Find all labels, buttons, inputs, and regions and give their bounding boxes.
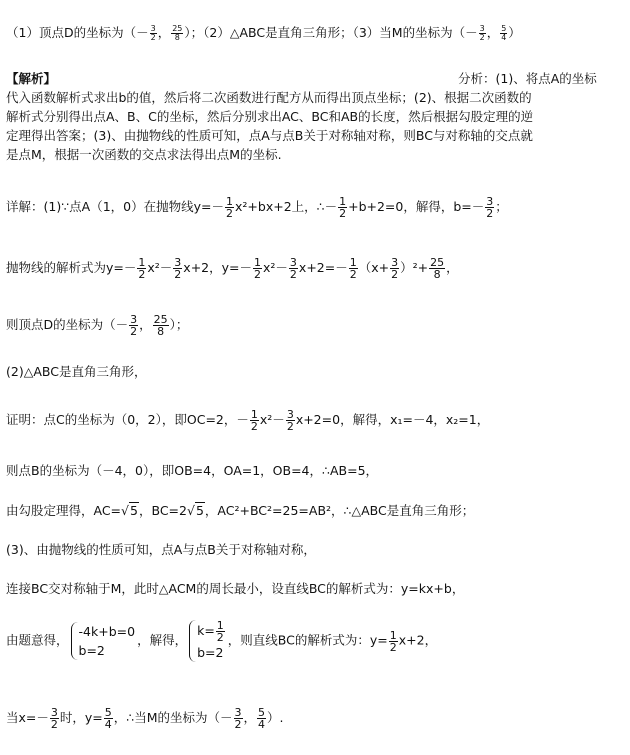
answer-text: （1）顶点D的坐标为（－ <box>6 25 149 40</box>
solution-line-10: 由题意得， -4k+b=0 b=2 ，解得， k= $\frac{1}{2}$ b=2 ，则直线BC的解析式为：y= $\frac{1}{2}$ x+2， <box>6 619 438 660</box>
analysis-line-2: 解析式分别得出点A、B、C的坐标，然后分别求出AC、BC和AB的长度，然后根据勾股定理的逆 <box>6 109 534 124</box>
equation-system: k= $\frac{1}{2}$ b=2 <box>189 620 226 662</box>
analysis-label: 分析：(1)、将点A的坐标 <box>458 71 597 86</box>
fraction: $\frac{3}{2}$ <box>50 706 58 731</box>
fraction: $\frac{3}{2}$ <box>286 408 294 433</box>
fraction: $\frac{5}{4}$ <box>501 24 507 42</box>
sqrt-symbol: √5 <box>186 503 204 518</box>
fraction: $\frac{5}{4}$ <box>258 706 266 731</box>
sqrt-symbol: √5 <box>121 503 138 518</box>
fraction: $\frac{3}{2}$ <box>130 313 138 338</box>
solution-line-4: (2)△ABC是直角三角形， <box>6 364 147 379</box>
fraction: $\frac{3}{2}$ <box>234 706 242 731</box>
analysis-header <box>6 70 624 88</box>
fraction: $\frac{3}{2}$ <box>150 24 156 42</box>
solution-line-11: 当x=－ $\frac{3}{2}$ 时，y= $\frac{5}{4}$ ，∴当M的坐标为（－ $\frac{3}{2}$ ， $\frac{5}{4}$ ）. <box>6 706 284 731</box>
fraction: $\frac{5}{4}$ <box>104 706 112 731</box>
solution-line-9: 连接BC交对称轴于M，此时△ACM的周长最小，设直线BC的解析式为：y=kx+b， <box>6 581 465 596</box>
fraction: $\frac{25}{8}$ <box>153 313 168 338</box>
fraction: $\frac{1}{2}$ <box>226 195 233 220</box>
fraction: $\frac{25}{8}$ <box>172 24 183 42</box>
fraction: $\frac{1}{2}$ <box>216 619 224 644</box>
solution-line-7: 由勾股定理得，AC=√5，BC=2√5，AC²+BC²=25=AB²，∴△ABC是直角三角形； <box>6 503 475 518</box>
fraction: $\frac{1}{2}$ <box>138 256 146 281</box>
fraction: $\frac{3}{2}$ <box>174 256 182 281</box>
analysis-line-1: 代入函数解析式求出b的值，然后将二次函数进行配方从而得出顶点坐标；(2)、根据二次函数的 <box>6 90 532 105</box>
solution-line-5: 证明：点C的坐标为（0，2），即OC=2，－ $\frac{1}{2}$ x²－ $\frac{3}{2}$ x+2=0，解得，x₁=－4，x₂=1， <box>6 408 490 433</box>
fraction: $\frac{3}{2}$ <box>486 195 494 220</box>
fraction: $\frac{3}{2}$ <box>479 24 485 42</box>
fraction: $\frac{1}{2}$ <box>349 256 357 281</box>
solution-line-6: 则点B的坐标为（－4，0），即OB=4，OA=1，OB=4，∴AB=5， <box>6 463 379 478</box>
solution-line-8: (3)、由抛物线的性质可知，点A与点B关于对称轴对称， <box>6 542 316 557</box>
fraction: $\frac{1}{2}$ <box>254 256 261 281</box>
solution-line-3: 则顶点D的坐标为（－ $\frac{3}{2}$ ， $\frac{25}{8}$ ）； <box>6 313 189 338</box>
equation-system: -4k+b=0 b=2 <box>71 622 136 660</box>
fraction: $\frac{3}{2}$ <box>289 256 297 281</box>
answer-line: （1）顶点D的坐标为（－ $\frac{3}{2}$ ， $\frac{25}{8}$ ）；（2）△ABC是直角三角形；（3）当M的坐标为（－ $\frac{3}{2}$ ， $\frac{5}{4}$ ） <box>6 24 521 42</box>
fraction: $\frac{3}{2}$ <box>391 256 399 281</box>
solution-line-1: 详解：(1)∵点A（1，0）在抛物线y=－ $\frac{1}{2}$ x²+bx+2上，∴－ $\frac{1}{2}$ +b+2=0，解得，b=－ $\frac{3}{2}$ ； <box>6 195 508 220</box>
fraction: $\frac{1}{2}$ <box>389 628 397 654</box>
analysis-title: 【解析】 <box>6 71 57 86</box>
analysis-line-4: 是点M，根据一次函数的交点求法得出点M的坐标. <box>6 147 282 162</box>
fraction: $\frac{1}{2}$ <box>250 408 258 433</box>
fraction: $\frac{25}{8}$ <box>430 256 445 281</box>
analysis-line-3: 定理得出答案；(3)、由抛物线的性质可知，点A与点B关于对称轴对称，则BC与对称轴的交点就 <box>6 128 533 143</box>
solution-line-2: 抛物线的解析式为y=－ $\frac{1}{2}$ x²－ $\frac{3}{2}$ x+2，y=－ $\frac{1}{2}$ x²－ $\frac{3}{2}$ x+2=－ $\frac{1}{2}$ （x+ $\frac{3}{2}$ ）²+ $\frac{25}{8}$ ， <box>6 256 459 281</box>
fraction: $\frac{1}{2}$ <box>339 195 347 220</box>
